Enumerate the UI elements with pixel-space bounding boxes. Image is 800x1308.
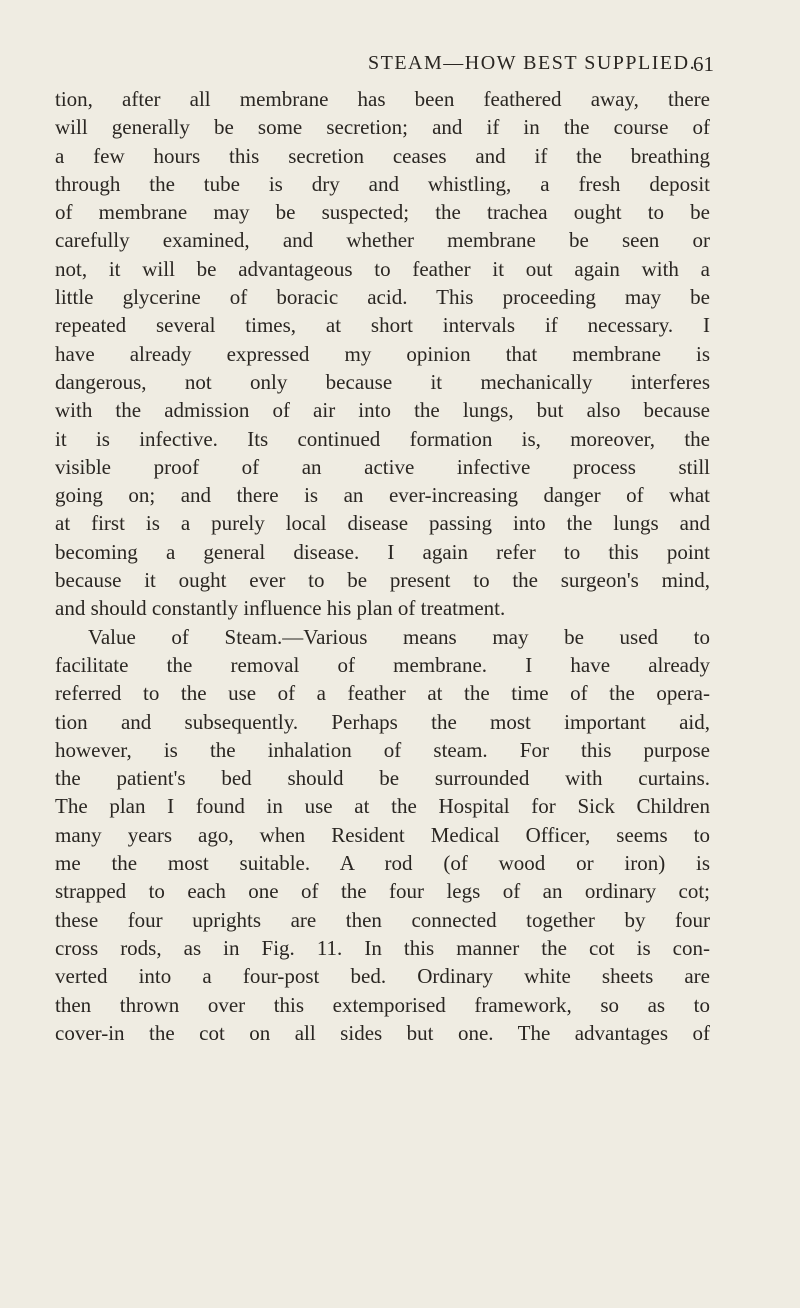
text-line: because it ought ever to be present to the surgeon's mind, [55,568,710,593]
text-line: carefully examined, and whether membrane be seen or [55,228,710,253]
text-line: with the admission of air into the lungs, but also because [55,398,710,423]
text-line: then thrown over this extemporised framework, so as to [55,992,710,1017]
text-line: strapped to each one of the four legs of an ordinary cot; [55,879,710,904]
text-line: not, it will be advantageous to feather it out again with a [55,256,710,281]
text-line: becoming a general disease. I again refer to this point [55,539,710,564]
text-line: cover-in the cot on all sides but one. The advantages of [55,1020,710,1045]
text-line: little glycerine of boracic acid. This proceeding may be [55,285,710,310]
text-line: of membrane may be suspected; the trachea ought to be [55,200,710,225]
running-head [0,52,800,82]
text-line: at first is a purely local disease passing into the lungs and [55,511,710,536]
section-heading-line: Value of Steam.—Various means may be used to [88,624,710,649]
text-line: dangerous, not only because it mechanically interferes [55,369,710,394]
text-line: me the most suitable. A rod (of wood or iron) is [55,851,710,876]
text-line: and should constantly influence his plan of treatment. [55,596,506,621]
text-line: tion, after all membrane has been feathered away, there [55,87,710,111]
text-line: cross rods, as in Fig. 11. In this manner the cot is con- [55,935,710,960]
text-line: going on; and there is an ever-increasing danger of what [55,483,710,508]
body-text [55,85,710,1047]
text-line: will generally be some secretion; and if in the course of [55,115,710,140]
text-line: tion and subsequently. Perhaps the most important aid, [55,709,710,734]
text-line: facilitate the removal of membrane. I have already [55,652,710,677]
running-title: STEAM—HOW BEST SUPPLIED. [368,52,697,74]
text-line: have already expressed my opinion that membrane is [55,341,710,366]
text-line: the patient's bed should be surrounded with curtains. [55,766,710,791]
text-line: these four uprights are then connected together by four [55,907,710,932]
text-line: it is infective. Its continued formation is, moreover, the [55,426,710,451]
text-line: many years ago, when Resident Medical Officer, seems to [55,822,710,847]
text-line: repeated several times, at short intervals if necessary. I [55,313,710,338]
text-line: visible proof of an active infective process still [55,454,710,479]
page-number: 61 [693,52,714,76]
text-line: however, is the inhalation of steam. For this purpose [55,737,710,762]
text-line: verted into a four-post bed. Ordinary white sheets are [55,964,710,989]
text-line: a few hours this secretion ceases and if the breathing [55,143,710,168]
text-line: referred to the use of a feather at the time of the opera- [55,681,710,706]
text-line: through the tube is dry and whistling, a fresh deposit [55,171,710,196]
text-line: The plan I found in use at the Hospital for Sick Children [55,794,710,819]
